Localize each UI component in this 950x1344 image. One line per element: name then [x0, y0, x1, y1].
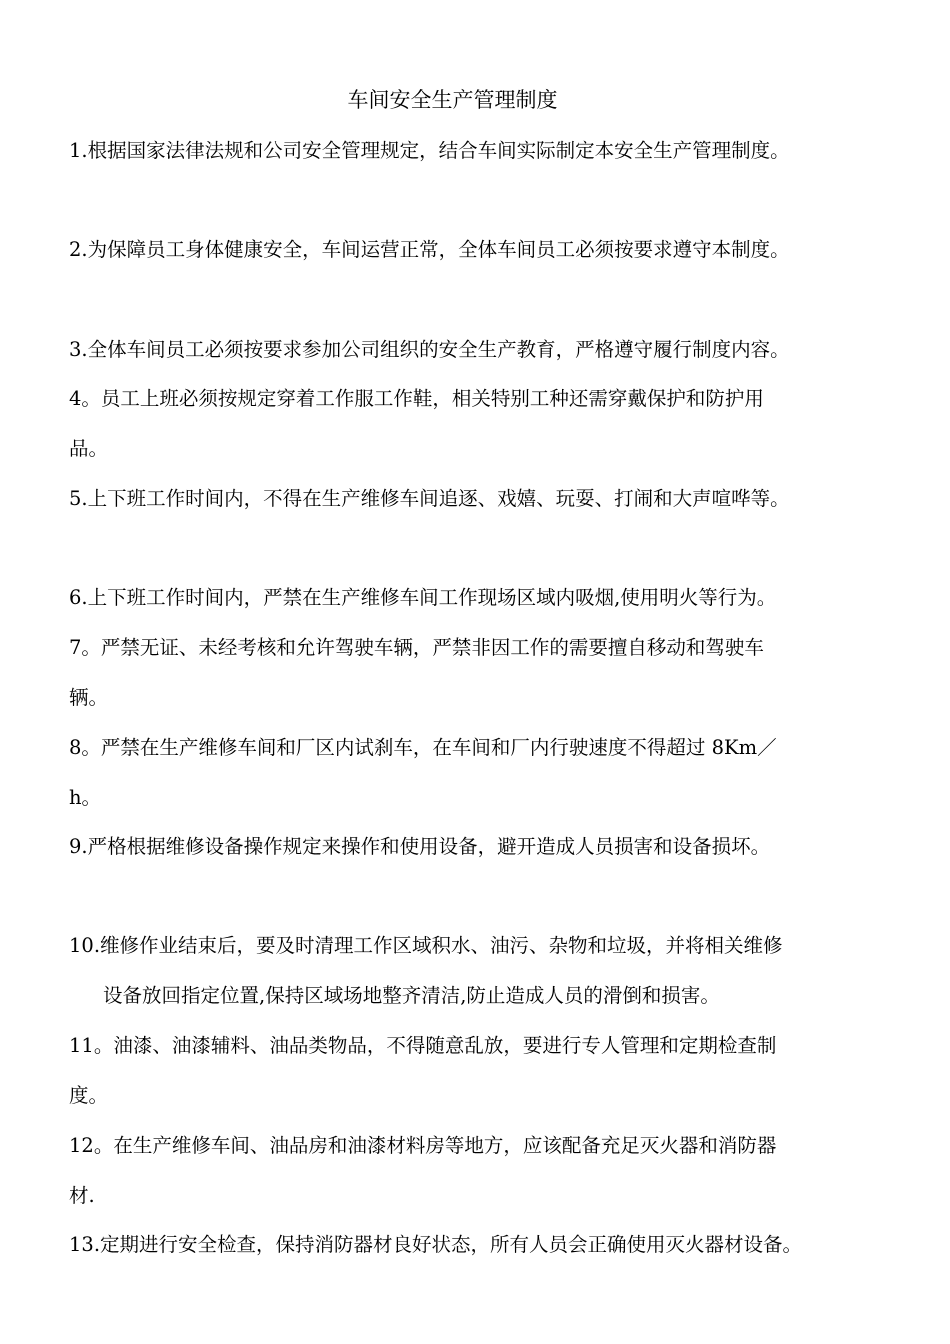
rule-5-line-1: 5.上下班工作时间内，不得在生产维修车间追逐、戏嬉、玩耍、打闹和大声喧哗等。: [69, 487, 790, 510]
rule-9-line-1: 9.严格根据维修设备操作规定来操作和使用设备，避开造成人员损害和设备损坏。: [69, 835, 771, 858]
rule-13-line-1: 13.定期进行安全检查，保持消防器材良好状态，所有人员会正确使用灭火器材设备。: [69, 1233, 803, 1256]
rule-11-line-2: 度。: [69, 1084, 109, 1107]
rule-4-line-2: 品。: [69, 437, 109, 460]
rule-7-line-2: 辆。: [69, 686, 109, 709]
rule-12-line-2: 材.: [69, 1184, 95, 1207]
rule-6-line-1: 6.上下班工作时间内，严禁在生产维修车间工作现场区域内吸烟,使用明火等行为。: [69, 586, 777, 609]
rule-10-line-2: 设备放回指定位置,保持区域场地整齐清洁,防止造成人员的滑倒和损害。: [103, 984, 720, 1007]
rule-1-line-1: 1.根据国家法律法规和公司安全管理规定，结合车间实际制定本安全生产管理制度。: [69, 139, 790, 162]
rule-10-line-1: 10.维修作业结束后，要及时清理工作区域积水、油污、杂物和垃圾，并将相关维修: [69, 934, 783, 957]
rule-4-line-1: 4。员工上班必须按规定穿着工作服工作鞋，相关特别工种还需穿戴保护和防护用: [69, 387, 764, 410]
rule-2-line-1: 2.为保障员工身体健康安全，车间运营正常，全体车间员工必须按要求遵守本制度。: [69, 238, 790, 261]
rule-8-line-1: 8。严禁在生产维修车间和厂区内试刹车，在车间和厂内行驶速度不得超过 8Km／: [69, 736, 777, 759]
rule-3-line-1: 3.全体车间员工必须按要求参加公司组织的安全生产教育，严格遵守履行制度内容。: [69, 338, 790, 361]
rule-7-line-1: 7。严禁无证、未经考核和允许驾驶车辆，严禁非因工作的需要擅自移动和驾驶车: [69, 636, 764, 659]
document-title: 车间安全生产管理制度: [347, 88, 558, 112]
rule-12-line-1: 12。在生产维修车间、油品房和油漆材料房等地方，应该配备充足灭火器和消防器: [69, 1134, 777, 1157]
rule-11-line-1: 11。油漆、油漆辅料、油品类物品，不得随意乱放，要进行专人管理和定期检查制: [69, 1034, 777, 1057]
rule-8-line-2: h。: [69, 786, 102, 809]
